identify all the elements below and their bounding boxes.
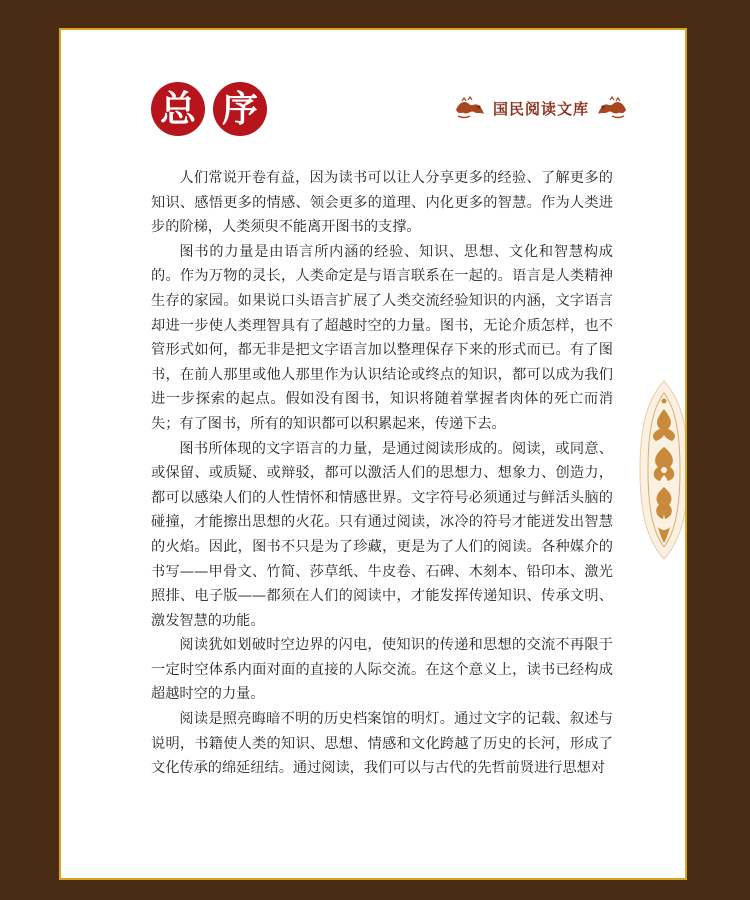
paragraph-1: 人们常说开卷有益，因为读书可以让人分享更多的经验、了解更多的知识、感悟更多的情感、领会更多的道理、内化更多的智慧。作为人类进步的阶梯，人类须臾不能离开图书的支撑。 — [151, 170, 613, 236]
dragon-right-icon — [596, 96, 628, 120]
paragraph-2: 图书的力量是由语言所内涵的经验、知识、思想、文化和智慧构成的。作为万物的灵长，人类命定是与语言联系在一起的。语言是人类精神生存的家园。如果说口头语言扩展了人类交流经验知识的内涵，文字语言却进一步使人类理智具有了超越时空的力量。图书，无论介质怎样，也不管形式如何，都无非是把文字语言加以整理保存下来的形式而已。有了图书，在前人那里或他人那里作为认识结论或终点的知识，都可以成为我们进一步探索的起点。假如没有图书，知识将随着掌握者肉体的死亡而消失；有了图书，所有的知识都可以积累起来，传递下去。 — [151, 243, 613, 432]
series-brand — [454, 96, 628, 120]
paragraph-5: 阅读是照亮晦暗不明的历史档案馆的明灯。通过文字的记载、叙述与说明，书籍使人类的知识、思想、情感和文化跨越了历史的长河，形成了文化传承的绵延纽结。通过阅读，我们可以与古代的先哲前贤进行思想对 — [151, 711, 613, 777]
side-floral-ornament-icon — [638, 379, 687, 561]
brand-name: 国民阅读文库 — [493, 99, 590, 118]
title-char-1: 总 — [151, 82, 205, 136]
paragraph-3: 图书所体现的文字语言的力量，是通过阅读形成的。阅读，或同意、或保留、或质疑、或辩驳，都可以激活人们的思想力、想象力、创造力，都可以感染人们的人性情怀和情感世界。文字符号必须通过与鲜活头脑的碰撞，才能擦出思想的火花。只有通过阅读，冰冷的符号才能迸发出智慧的火焰。因此，图书不只是为了珍藏，更是为了人们的阅读。各种媒介的书写——甲骨文、竹简、莎草纸、牛皮卷、石碑、木刻本、铅印本、激光照排、电子版——都须在人们的阅读中，才能发挥传递知识、传承文明、激发智慧的功能。 — [151, 440, 613, 629]
paragraph-4: 阅读犹如划破时空边界的闪电，使知识的传递和思想的交流不再限于一定时空体系内面对面的直接的人际交流。在这个意义上，读书已经构成超越时空的力量。 — [151, 637, 613, 703]
title-char-2: 序 — [213, 82, 267, 136]
page-sheet — [59, 28, 687, 880]
preface-body — [151, 166, 613, 781]
dragon-left-icon — [454, 96, 486, 120]
page-title — [151, 82, 267, 136]
